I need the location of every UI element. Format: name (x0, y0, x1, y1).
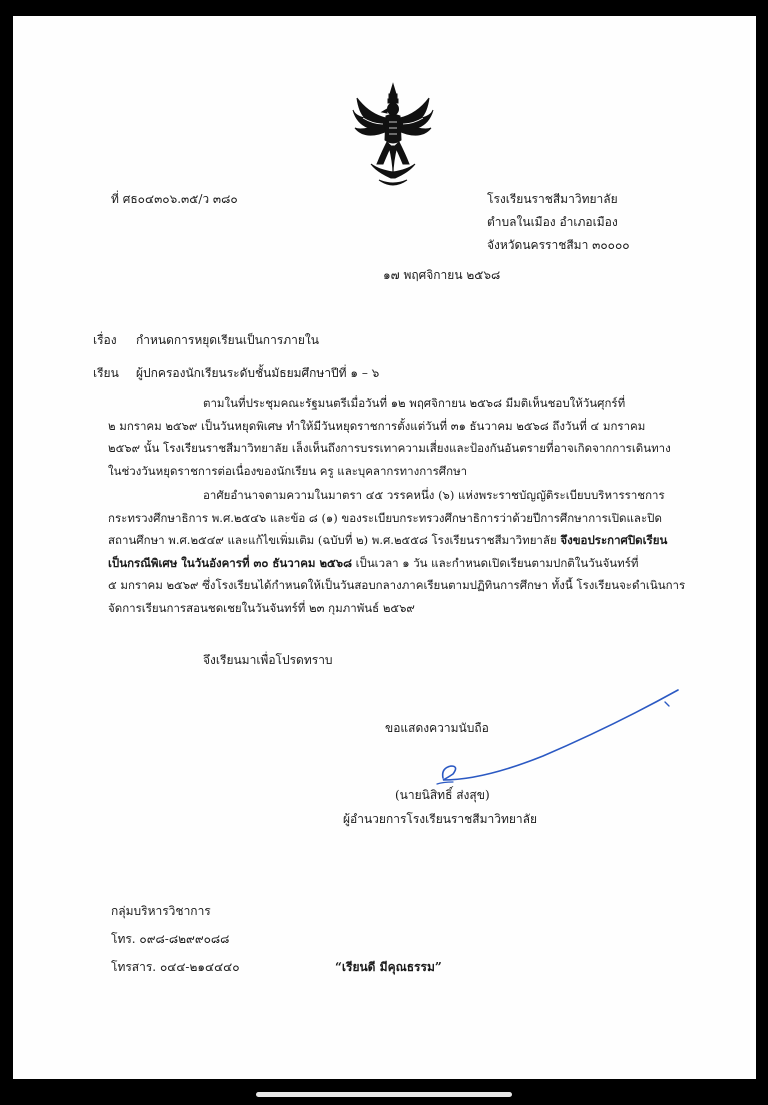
announcement-bold-text: เป็นกรณีพิเศษ ในวันอังคารที่ ๓๐ ธันวาคม ๒๕๖๘ (108, 555, 352, 570)
school-motto: “เรียนดี มีคุณธรรม” (335, 960, 442, 974)
letter-date: ๑๗ พฤศจิกายน ๒๕๖๘ (383, 268, 501, 282)
paragraph-text: เป็นเวลา ๑ วัน และกำหนดเปิดเรียนตามปกติในวันจันทร์ที่ (351, 555, 639, 570)
paragraph-line: ๕ มกราคม ๒๕๖๙ ซึ่งโรงเรียนได้กำหนดให้เป็นวันสอบกลางภาคเรียนตามปฏิทินการศึกษา ทั้งนี้ โรงเรียนจะดำเนินการ (108, 578, 686, 593)
sender-address-line: โรงเรียนราชสีมาวิทยาลัย (487, 192, 618, 206)
paragraph-line: ในช่วงวันหยุดราชการต่อเนื่องของนักเรียน ครู และบุคลากรทางการศึกษา (108, 463, 468, 478)
home-indicator[interactable] (256, 1092, 512, 1097)
footer-department: กลุ่มบริหารวิชาการ (111, 904, 211, 918)
subject-label: เรื่อง (93, 333, 117, 347)
body-paragraph-2 (108, 484, 688, 620)
paragraph-line: ๒๕๖๙ นั้น โรงเรียนราชสีมาวิทยาลัย เล็งเห็นถึงการบรรเทาความเสี่ยงและป้องกันอันตรายที่อาจเกิดจากการเดินทาง (108, 441, 671, 456)
paragraph-line: ๒ มกราคม ๒๕๖๙ เป็นวันหยุดพิเศษ ทำให้มีวันหยุดราชการตั้งแต่วันที่ ๓๑ ธันวาคม ๒๕๖๘ ถึงวันที่ ๔ มกราคม (108, 418, 646, 433)
signer-title: ผู้อำนวยการโรงเรียนราชสีมาวิทยาลัย (343, 812, 538, 826)
recipient-label: เรียน (93, 366, 119, 380)
complimentary-close: ขอแสดงความนับถือ (385, 721, 489, 735)
paragraph-line: อาศัยอำนาจตามความในมาตรา ๔๕ วรรคหนึ่ง (๖) แห่งพระราชบัญญัติระเบียบบริหารราชการ (203, 488, 665, 502)
footer-fax: โทรสาร. ๐๔๔-๒๑๔๔๔๐ (111, 960, 240, 974)
footer-telephone: โทร. ๐๙๘-๘๒๙๙๐๘๘ (111, 932, 230, 946)
reference-number: ที่ ศธ๐๔๓๐๖.๓๕/ว ๓๘๐ (111, 192, 238, 206)
closing-line: จึงเรียนมาเพื่อโปรดทราบ (203, 653, 333, 667)
announcement-bold-text: จึงขอประกาศปิดเรียน (560, 533, 668, 548)
garuda-emblem-icon (351, 82, 435, 192)
subject-text: กำหนดการหยุดเรียนเป็นการภายใน (136, 333, 319, 347)
letter-page (13, 16, 756, 1079)
body-paragraph-1 (108, 392, 688, 482)
sender-address-line: จังหวัดนครราชสีมา ๓๐๐๐๐ (487, 238, 630, 252)
recipient-text: ผู้ปกครองนักเรียนระดับชั้นมัธยมศึกษาปีที่ ๑ – ๖ (136, 366, 380, 380)
paragraph-line (108, 529, 688, 552)
paragraph-line (108, 552, 688, 575)
paragraph-text: สถานศึกษา พ.ศ.๒๕๔๙ และแก้ไขเพิ่มเติม (ฉบับที่ ๒) พ.ศ.๒๕๕๘ โรงเรียนราชสีมาวิทยาลัย (108, 533, 561, 548)
signature-icon (423, 686, 693, 796)
sender-address-line: ตำบลในเมือง อำเภอเมือง (487, 215, 618, 229)
signer-name: (นายนิสิทธิ์ ส่งสุข) (395, 788, 490, 802)
paragraph-line: จัดการเรียนการสอนชดเชยในวันจันทร์ที่ ๒๓ กุมภาพันธ์ ๒๕๖๙ (108, 600, 415, 615)
paragraph-line: ตามในที่ประชุมคณะรัฐมนตรีเมื่อวันที่ ๑๒ พฤศจิกายน ๒๕๖๘ มีมติเห็นชอบให้วันศุกร์ที่ (203, 396, 626, 410)
paragraph-line: กระทรวงศึกษาธิการ พ.ศ.๒๕๔๖ และข้อ ๘ (๑) ของระเบียบกระทรวงศึกษาธิการว่าด้วยปีการศึกษาการเปิดและปิด (108, 510, 662, 525)
